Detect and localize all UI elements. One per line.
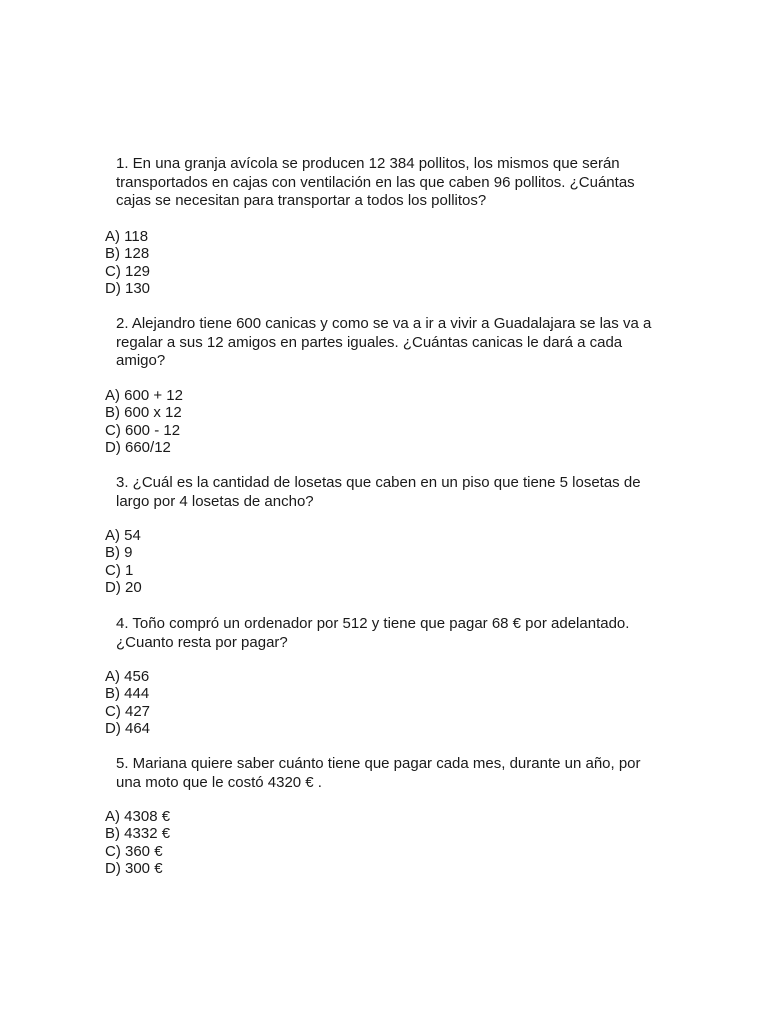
option-b: B) 444	[105, 685, 150, 703]
option-b: B) 600 x 12	[105, 404, 182, 422]
option-a: A) 4308 €	[105, 808, 171, 825]
option-a: A) 600 + 12	[105, 387, 183, 404]
question-2-options	[105, 387, 183, 456]
option-d: D) 20	[105, 578, 142, 596]
option-d: D) 300 €	[105, 859, 163, 877]
option-c: C) 129	[105, 262, 151, 280]
question-5-text: 5. Mariana quiere saber cuánto tiene que pagar cada mes, durante un año, por una moto que le costó 4320 € .	[116, 755, 641, 791]
option-d: D) 130	[105, 279, 151, 297]
option-c: C) 360 €	[105, 842, 163, 860]
option-d: D) 464	[105, 719, 151, 737]
option-c: C) 600 - 12	[105, 421, 181, 439]
option-a: A) 118	[105, 228, 149, 245]
question-1-text: 1. En una granja avícola se producen 12 384 pollitos, los mismos que serán transportados en cajas con ventilación en las que caben 96 pollitos. ¿Cuántas cajas se necesitan para transportar a todos los pollitos?	[116, 155, 635, 209]
question-3-options	[105, 527, 142, 596]
option-c: C) 1	[105, 561, 134, 579]
option-b: B) 4332 €	[105, 825, 171, 843]
question-1-options	[105, 228, 150, 297]
option-a: A) 456	[105, 668, 150, 685]
option-b: B) 128	[105, 245, 150, 263]
question-4-options	[105, 668, 150, 737]
question-5-options	[105, 808, 170, 877]
question-4-text: 4. Toño compró un ordenador por 512 y tiene que pagar 68 € por adelantado. ¿Cuanto resta por pagar?	[116, 615, 630, 651]
question-2-text: 2. Alejandro tiene 600 canicas y como se va a ir a vivir a Guadalajara se las va a regalar a sus 12 amigos en partes iguales. ¿Cuántas canicas le dará a cada amigo?	[116, 315, 652, 369]
option-c: C) 427	[105, 702, 151, 720]
option-d: D) 660/12	[105, 438, 171, 456]
option-a: A) 54	[105, 527, 141, 544]
option-b: B) 9	[105, 544, 133, 562]
question-3-text: 3. ¿Cuál es la cantidad de losetas que caben en un piso que tiene 5 losetas de largo por 4 losetas de ancho?	[116, 474, 641, 510]
